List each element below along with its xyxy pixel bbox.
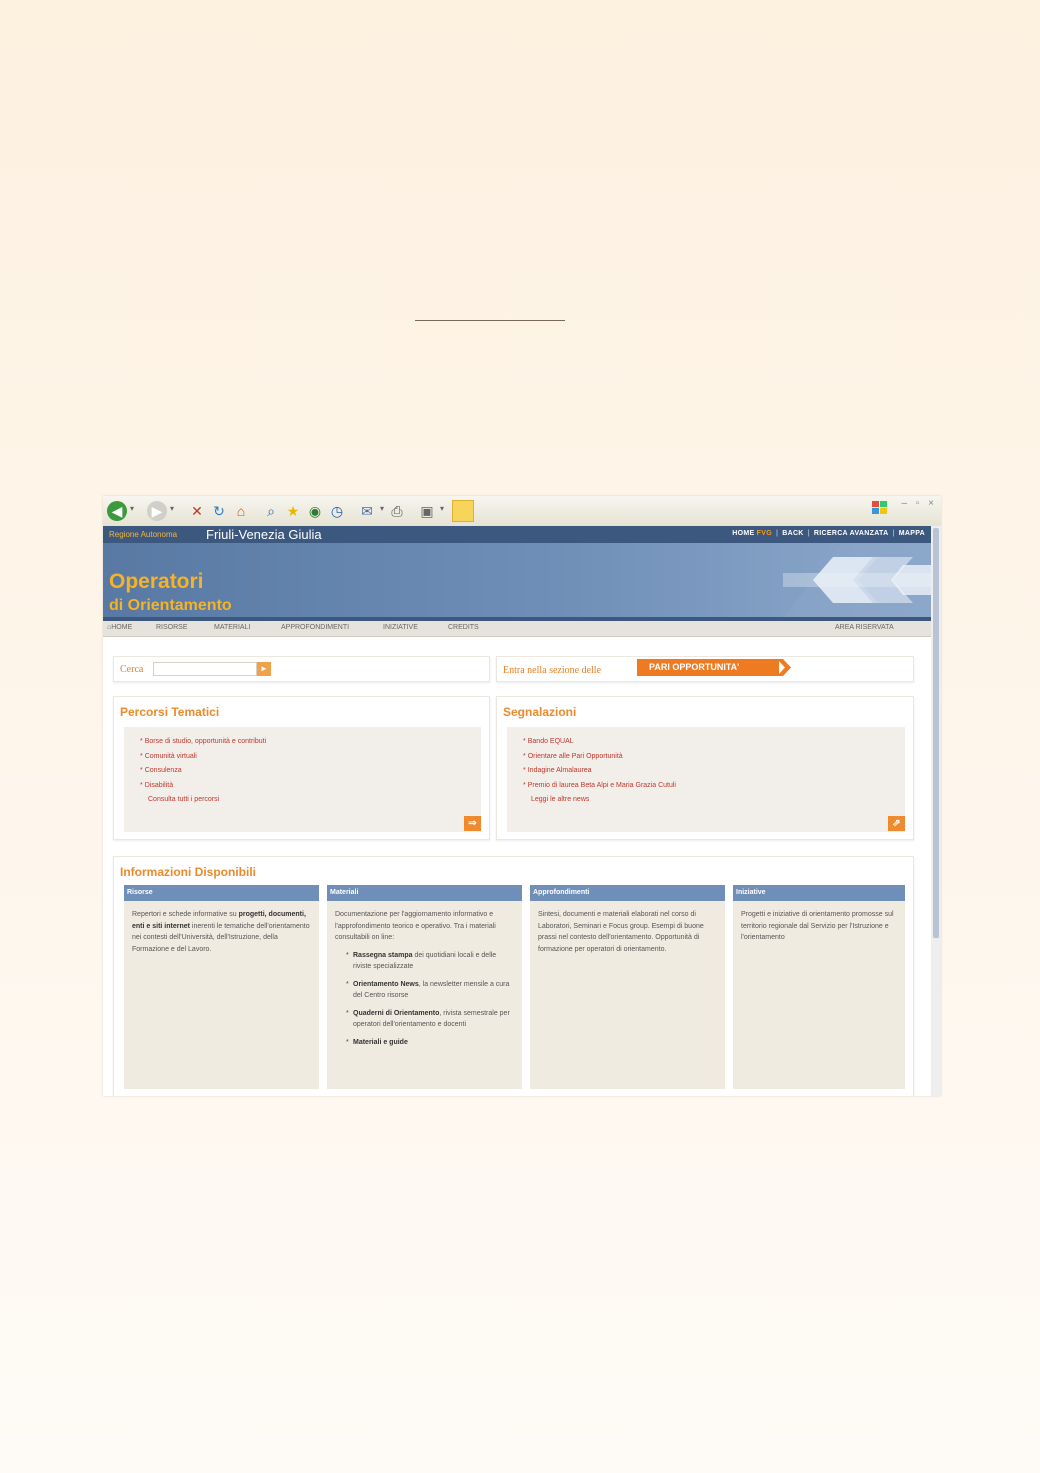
- segnalazioni-item[interactable]: * Bando EQUAL: [523, 738, 574, 745]
- pari-opportunita-text: Entra nella sezione delle: [503, 665, 602, 676]
- nav-home[interactable]: ⌂HOME: [107, 624, 133, 631]
- segnalazioni-list: [523, 735, 676, 808]
- percorsi-tematici-panel: [113, 696, 490, 840]
- informazioni-title: Informazioni Disponibili: [120, 865, 256, 879]
- edit-dropdown-icon[interactable]: ▾: [440, 504, 445, 513]
- site-title-line1: Operatori: [109, 570, 204, 593]
- scrollbar-thumb[interactable]: [933, 528, 939, 938]
- column-risorse: [124, 885, 319, 1089]
- back-icon[interactable]: ◀: [107, 501, 127, 521]
- segnalazioni-item[interactable]: * Orientare alle Pari Opportunità: [523, 752, 623, 760]
- edit-icon[interactable]: ▣: [420, 503, 434, 519]
- region-label-small: Regione Autonoma: [109, 530, 178, 539]
- materiali-item[interactable]: * Rassegna stampa dei quotidiani locali e delle riviste specializzate: [353, 950, 514, 973]
- column-approfondimenti: [530, 885, 725, 1089]
- top-link-mappa[interactable]: MAPPA: [898, 530, 925, 537]
- informazioni-panel: [113, 856, 914, 1096]
- segnalazioni-panel: [496, 696, 914, 840]
- windows-logo-icon: [871, 499, 889, 517]
- materiali-header[interactable]: Materiali: [327, 885, 522, 901]
- segnalazioni-more-link[interactable]: Leggi le altre news: [531, 796, 590, 804]
- print-icon[interactable]: ⎙: [391, 503, 403, 519]
- top-link-back[interactable]: BACK: [782, 530, 804, 537]
- risorse-header[interactable]: Risorse: [124, 885, 319, 901]
- favorites-icon[interactable]: ★: [286, 503, 300, 519]
- messenger-icon[interactable]: [452, 500, 474, 522]
- main-nav: [103, 621, 931, 637]
- back-dropdown-icon[interactable]: ▾: [130, 504, 135, 513]
- pari-opportunita-panel: [496, 656, 914, 682]
- top-link-ricerca-avanzata[interactable]: RICERCA AVANZATA: [813, 530, 889, 537]
- search-icon[interactable]: ⌕: [267, 503, 275, 519]
- region-topbar: [103, 526, 931, 543]
- percorsi-arrow-button[interactable]: ⇒: [464, 816, 481, 831]
- percorsi-item[interactable]: * Borse di studio, opportunità e contributi: [140, 738, 267, 745]
- percorsi-more-link[interactable]: Consulta tutti i percorsi: [148, 796, 220, 804]
- iniziative-body: Progetti e iniziative di orientamento promosse sul territorio regionale dal Servizio per l'Istruzione e l'orientamento: [733, 901, 905, 1089]
- segnalazioni-item[interactable]: * Premio di laurea Beta Alpi e Maria Grazia Cutuli: [523, 781, 676, 789]
- risorse-body: Repertori e schede informative su progetti, documenti, enti e siti internet inerenti le tematiche dell'orientamento nei contesti dell'Università, dell'Istruzione, della Formazione e del Lavoro.: [124, 901, 319, 1089]
- pari-opportunita-button[interactable]: PARI OPPORTUNITA': [637, 659, 779, 676]
- segnalazioni-box: [507, 727, 905, 832]
- top-link-home-fvg[interactable]: HOME FVG: [732, 530, 772, 537]
- nav-approfondimenti[interactable]: APPROFONDIMENTI: [281, 624, 350, 631]
- percorsi-item[interactable]: * Disabilità: [140, 781, 174, 789]
- site-title-line2: di Orientamento: [109, 597, 232, 614]
- page-divider-line: [415, 320, 565, 321]
- nav-credits[interactable]: CREDITS: [448, 624, 479, 631]
- forward-dropdown-icon[interactable]: ▾: [170, 504, 175, 513]
- website: [103, 526, 931, 1096]
- materiali-body: Documentazione per l'aggiornamento informativo e l'approfondimento teorico e operativo. Tra i materiali consultabili on line: * Rassegna stampa dei quotidiani locali e delle riviste specializzate * Orientamento News, la newsletter mensile a cura del Centro risorse * Quaderni di Orientamento, rivista semestrale per operatori dell'orientamento e docenti * Materiali e guide: [327, 901, 522, 1089]
- refresh-icon[interactable]: ↻: [213, 503, 225, 519]
- home-icon[interactable]: ⌂: [236, 503, 246, 519]
- segnalazioni-item[interactable]: * Indagine Almalaurea: [523, 767, 592, 775]
- materiali-item[interactable]: * Orientamento News, la newsletter mensile a cura del Centro risorse: [353, 979, 514, 1002]
- nav-iniziative[interactable]: INIZIATIVE: [383, 624, 418, 631]
- banner-arrows-graphic: [663, 543, 931, 617]
- mail-dropdown-icon[interactable]: ▾: [380, 504, 385, 513]
- percorsi-item[interactable]: * Comunità virtuali: [140, 752, 197, 760]
- segnalazioni-title: Segnalazioni: [503, 705, 577, 719]
- browser-toolbar: [103, 496, 941, 527]
- mail-icon[interactable]: ✉: [361, 503, 373, 519]
- browser-screenshot: [103, 496, 941, 1096]
- forward-icon[interactable]: ▶: [147, 501, 167, 521]
- chevron-right-icon: [777, 659, 793, 676]
- history-icon[interactable]: ◷: [330, 503, 344, 519]
- media-icon[interactable]: ◉: [308, 503, 322, 519]
- materiali-list: [335, 950, 514, 1049]
- column-materiali: [327, 885, 522, 1089]
- search-label: Cerca: [120, 664, 144, 675]
- stop-icon[interactable]: ✕: [191, 503, 203, 519]
- nav-materiali[interactable]: MATERIALI: [214, 624, 251, 631]
- percorsi-item[interactable]: * Consulenza: [140, 767, 182, 775]
- approfondimenti-body: Sintesi, documenti e materiali elaborati nel corso di Laboratori, Seminari e Focus group. Esempi di buone prassi nel contesto dell'orientamento. Opportunità di formazione per operatori di orientamento.: [530, 901, 725, 1089]
- percorsi-title: Percorsi Tematici: [120, 705, 220, 719]
- search-input[interactable]: [153, 662, 257, 676]
- approfondimenti-header[interactable]: Approfondimenti: [530, 885, 725, 901]
- top-links: HOME FVG | BACK | RICERCA AVANZATA | MAPPA: [732, 530, 925, 537]
- nav-area-riservata[interactable]: AREA RISERVATA: [835, 624, 894, 631]
- search-go-button[interactable]: ►: [257, 662, 271, 676]
- iniziative-header[interactable]: Iniziative: [733, 885, 905, 901]
- region-label-big: Friuli-Venezia Giulia: [206, 527, 322, 542]
- window-controls[interactable]: – ▫ ×: [901, 498, 937, 509]
- percorsi-box: [124, 727, 481, 832]
- search-panel: [113, 656, 490, 682]
- materiali-item[interactable]: * Quaderni di Orientamento, rivista semestrale per operatori dell'orientamento e docenti: [353, 1008, 514, 1031]
- nav-risorse[interactable]: RISORSE: [156, 624, 188, 631]
- risorse-link[interactable]: progetti, documenti, enti e siti internet: [132, 911, 306, 930]
- percorsi-list: [140, 735, 266, 808]
- column-iniziative: [733, 885, 905, 1089]
- site-banner: [103, 543, 931, 621]
- segnalazioni-arrow-button[interactable]: ⇗: [888, 816, 905, 831]
- materiali-item[interactable]: * Materiali e guide: [353, 1037, 514, 1049]
